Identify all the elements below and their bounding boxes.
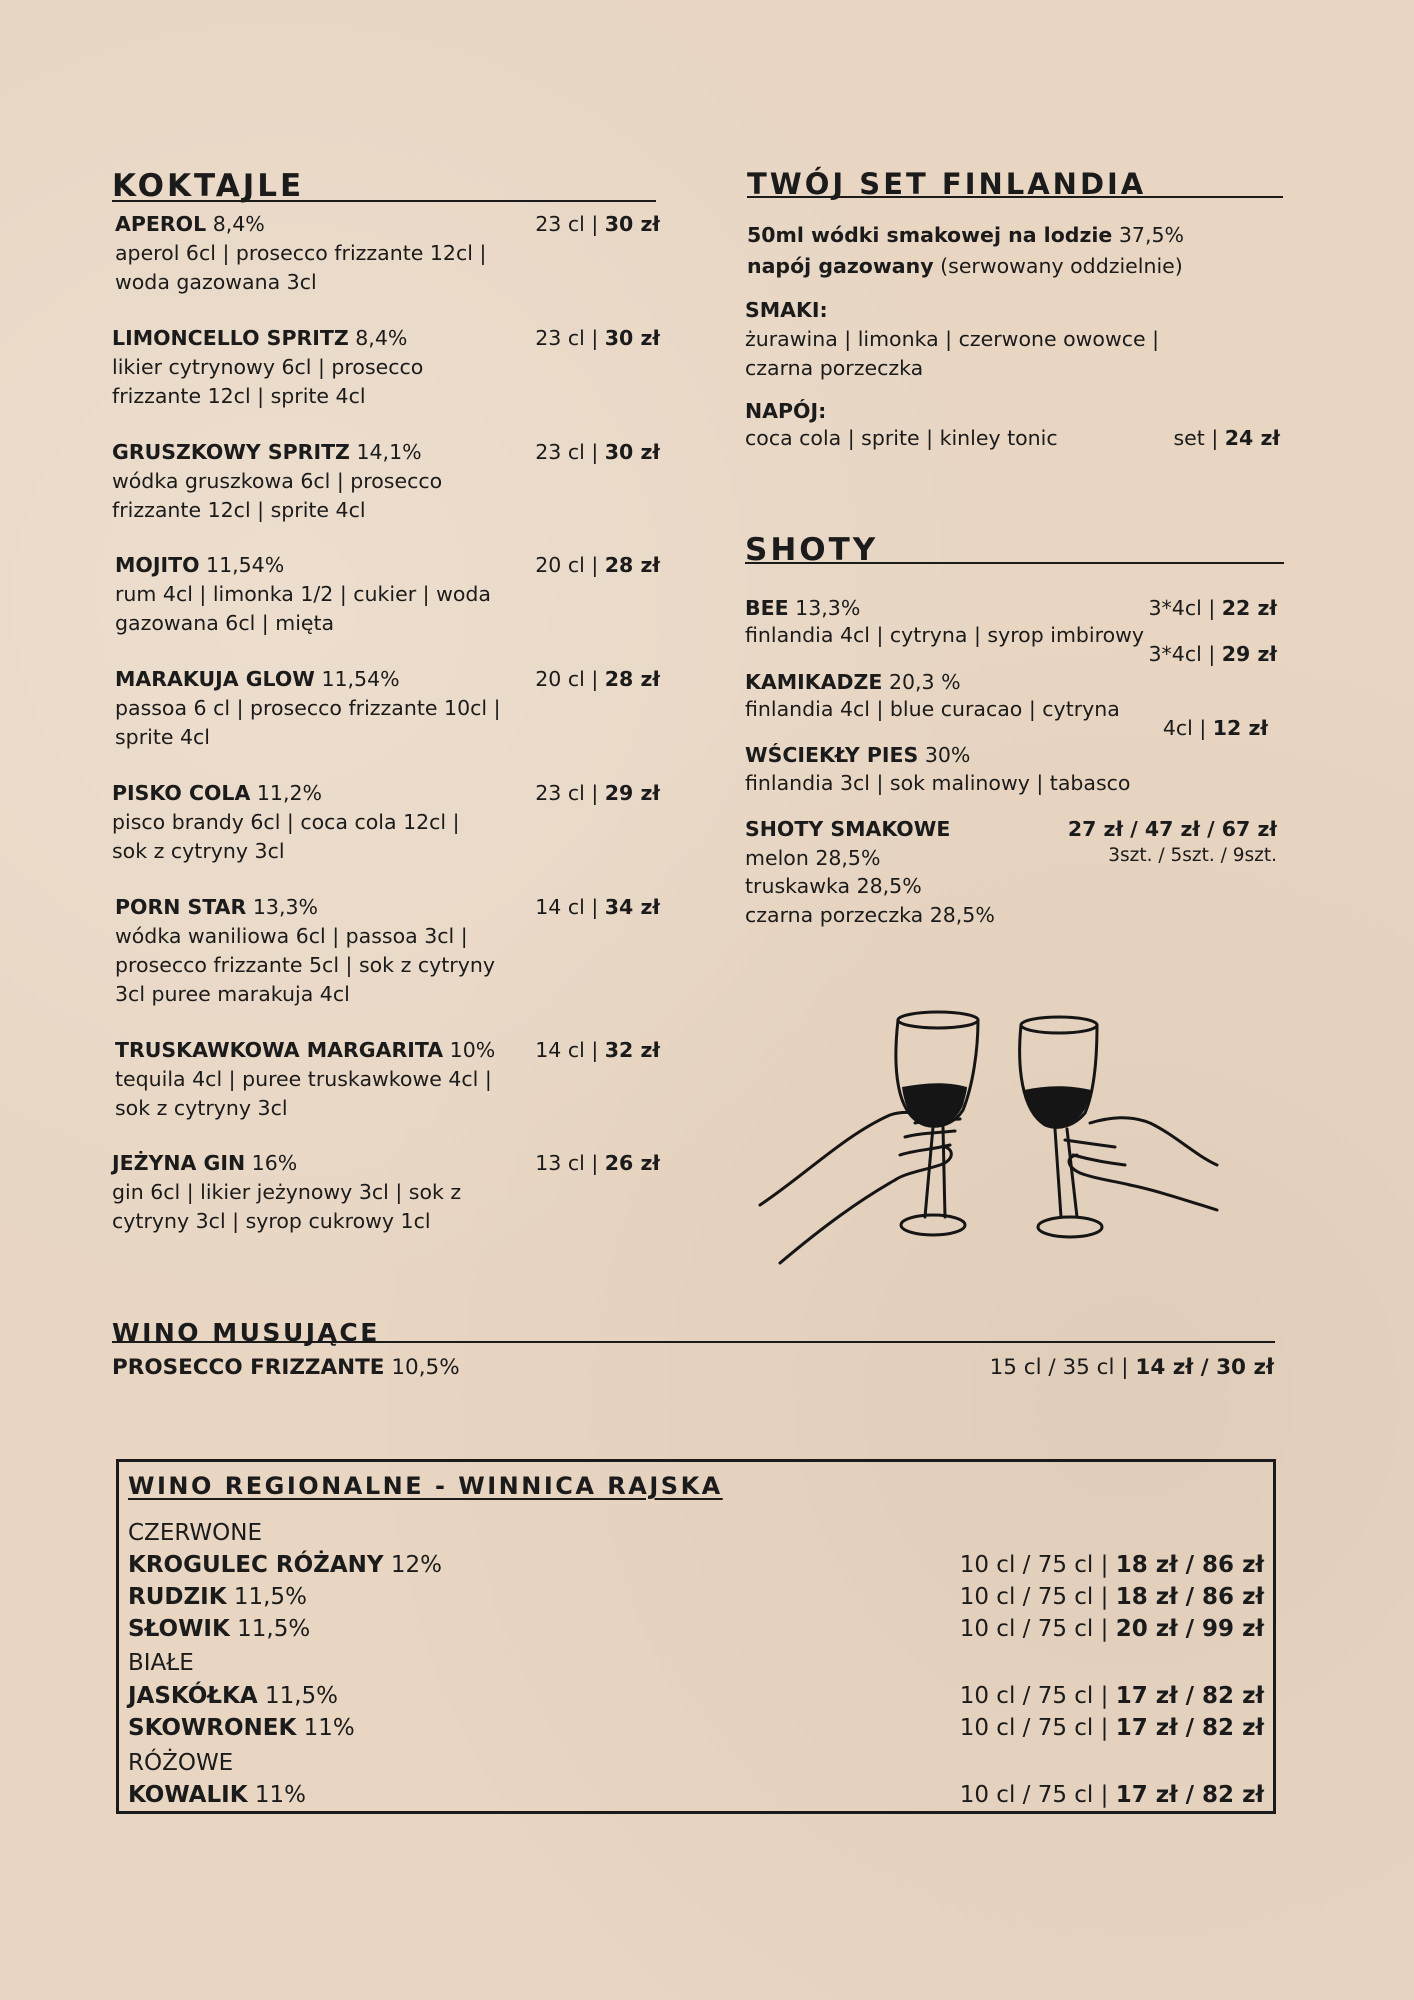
cocktail-marakuja-price: 20 cl | 28 zł (535, 667, 660, 691)
cocktail-limoncello-desc: frizzante 12cl | sprite 4cl (112, 384, 366, 408)
shot-kamikadze-price: 3*4cl | 29 zł (1148, 642, 1277, 666)
cocktail-margarita-desc: sok z cytryny 3cl (115, 1096, 288, 1120)
shot-pies: WŚCIEKŁY PIES 30% (745, 743, 971, 767)
cocktail-limoncello-price: 23 cl | 30 zł (535, 326, 660, 350)
cocktail-porn-star-desc: prosecco frizzante 5cl | sok z cytryny (115, 953, 495, 977)
regional-heading: WINO REGIONALNE - WINNICA RAJSKA (128, 1472, 723, 1500)
cocktail-gruszkowy-desc: frizzante 12cl | sprite 4cl (112, 498, 366, 522)
shot-kamikadze: KAMIKADZE 20,3 % (745, 670, 961, 694)
wine-kowalik-price: 10 cl / 75 cl | 17 zł / 82 zł (959, 1782, 1264, 1808)
cocktail-limoncello-desc: likier cytrynowy 6cl | prosecco (112, 355, 424, 379)
wine-krogulec-price: 10 cl / 75 cl | 18 zł / 86 zł (959, 1552, 1264, 1578)
shot-bee-price: 3*4cl | 22 zł (1148, 596, 1277, 620)
cocktail-pisko-cola-desc: sok z cytryny 3cl (112, 839, 285, 863)
shot-smakowe: SHOTY SMAKOWE (745, 817, 951, 841)
cocktail-mojito: MOJITO 11,54% (115, 553, 285, 577)
shot-flavor: czarna porzeczka 28,5% (745, 903, 995, 927)
wine-skowronek-price: 10 cl / 75 cl | 17 zł / 82 zł (959, 1715, 1264, 1741)
shot-smakowe-prices: 27 zł / 47 zł / 67 zł (1067, 817, 1277, 841)
wine-rudzik: RUDZIK 11,5% (128, 1584, 307, 1610)
cocktail-margarita: TRUSKAWKOWA MARGARITA 10% (115, 1038, 496, 1062)
toast-glasses-icon (755, 1005, 1225, 1275)
cocktail-mojito-price: 20 cl | 28 zł (535, 553, 660, 577)
wine-slowik-price: 10 cl / 75 cl | 20 zł / 99 zł (959, 1616, 1264, 1642)
cocktail-margarita-price: 14 cl | 32 zł (535, 1038, 660, 1062)
shot-kamikadze-desc: finlandia 4cl | blue curacao | cytryna (745, 697, 1120, 721)
shoty-rule (745, 562, 1284, 564)
cocktail-gruszkowy-price: 23 cl | 30 zł (535, 440, 660, 464)
cocktail-margarita-desc: tequila 4cl | puree truskawkowe 4cl | (115, 1067, 492, 1091)
cocktail-pisko-cola-price: 23 cl | 29 zł (535, 781, 660, 805)
shot-bee: BEE 13,3% (745, 596, 861, 620)
wine-jaskolka-price: 10 cl / 75 cl | 17 zł / 82 zł (959, 1683, 1264, 1709)
cocktail-porn-star-desc: wódka waniliowa 6cl | passoa 3cl | (115, 924, 468, 948)
shot-smakowe-sizes: 3szt. / 5szt. / 9szt. (1108, 845, 1277, 866)
cocktail-porn-star-desc: 3cl puree marakuja 4cl (115, 982, 350, 1006)
shot-pies-price: 4cl | 12 zł (1162, 716, 1268, 740)
set-line-vodka: 50ml wódki smakowej na lodzie 37,5% (747, 223, 1184, 247)
shot-flavor: truskawka 28,5% (745, 874, 922, 898)
cocktail-jezyna-gin-price: 13 cl | 26 zł (535, 1151, 660, 1175)
set-napoj-list: coca cola | sprite | kinley tonic (745, 426, 1058, 450)
cocktail-aperol-desc: aperol 6cl | prosecco frizzante 12cl | (115, 241, 487, 265)
set-price: set | 24 zł (1173, 426, 1280, 450)
category-czerwone: CZERWONE (128, 1520, 262, 1546)
set-napoj-label: NAPÓJ: (745, 399, 827, 423)
cocktail-aperol: APEROL 8,4% (115, 212, 265, 236)
cocktail-gruszkowy: GRUSZKOWY SPRITZ 14,1% (112, 440, 422, 464)
cocktail-jezyna-gin-desc: cytryny 3cl | syrop cukrowy 1cl (112, 1209, 431, 1233)
cocktail-gruszkowy-desc: wódka gruszkowa 6cl | prosecco (112, 469, 443, 493)
set-heading: TWÓJ SET FINLANDIA (747, 167, 1147, 201)
cocktail-mojito-desc: rum 4cl | limonka 1/2 | cukier | woda (115, 582, 491, 606)
wine-prosecco: PROSECCO FRIZZANTE 10,5% (112, 1355, 460, 1380)
cocktail-aperol-desc: woda gazowana 3cl (115, 270, 317, 294)
wine-kowalik: KOWALIK 11% (128, 1782, 306, 1808)
cocktail-mojito-desc: gazowana 6cl | mięta (115, 611, 335, 635)
cocktail-limoncello: LIMONCELLO SPRITZ 8,4% (112, 326, 408, 350)
wine-jaskolka: JASKÓŁKA 11,5% (128, 1683, 339, 1709)
wine-skowronek: SKOWRONEK 11% (128, 1715, 355, 1741)
shot-pies-desc: finlandia 3cl | sok malinowy | tabasco (745, 771, 1131, 795)
set-rule (747, 196, 1283, 198)
category-biale: BIAŁE (128, 1650, 194, 1676)
set-smaki-list: żurawina | limonka | czerwone owowce | (745, 327, 1160, 351)
cocktail-jezyna-gin: JEŻYNA GIN 16% (112, 1151, 298, 1175)
cocktail-porn-star: PORN STAR 13,3% (115, 895, 318, 919)
cocktail-aperol-price: 23 cl | 30 zł (535, 212, 660, 236)
wine-krogulec: KROGULEC RÓŻANY 12% (128, 1552, 442, 1578)
musujace-rule (112, 1341, 1275, 1343)
set-smaki-list: czarna porzeczka (745, 356, 924, 380)
cocktail-pisko-cola-desc: pisco brandy 6cl | coca cola 12cl | (112, 810, 460, 834)
koktajle-rule (112, 200, 656, 202)
wine-slowik: SŁOWIK 11,5% (128, 1616, 311, 1642)
cocktail-pisko-cola: PISKO COLA 11,2% (112, 781, 323, 805)
shot-flavor: melon 28,5% (745, 846, 881, 870)
set-line-napoj: napój gazowany (serwowany oddzielnie) (747, 254, 1183, 278)
wine-rudzik-price: 10 cl / 75 cl | 18 zł / 86 zł (959, 1584, 1264, 1610)
koktajle-heading: KOKTAJLE (112, 168, 305, 204)
set-smaki-label: SMAKI: (745, 298, 828, 322)
shoty-heading: SHOTY (745, 532, 879, 568)
cocktail-marakuja: MARAKUJA GLOW 11,54% (115, 667, 400, 691)
cocktail-porn-star-price: 14 cl | 34 zł (535, 895, 660, 919)
cocktail-marakuja-desc: sprite 4cl (115, 725, 210, 749)
musujace-heading: WINO MUSUJĄCE (112, 1318, 380, 1347)
cocktail-jezyna-gin-desc: gin 6cl | likier jeżynowy 3cl | sok z (112, 1180, 462, 1204)
wine-prosecco-price: 15 cl / 35 cl | 14 zł / 30 zł (989, 1355, 1274, 1380)
cocktail-marakuja-desc: passoa 6 cl | prosecco frizzante 10cl | (115, 696, 501, 720)
category-rozowe: RÓŻOWE (128, 1750, 234, 1776)
shot-bee-desc: finlandia 4cl | cytryna | syrop imbirowy (745, 623, 1145, 647)
